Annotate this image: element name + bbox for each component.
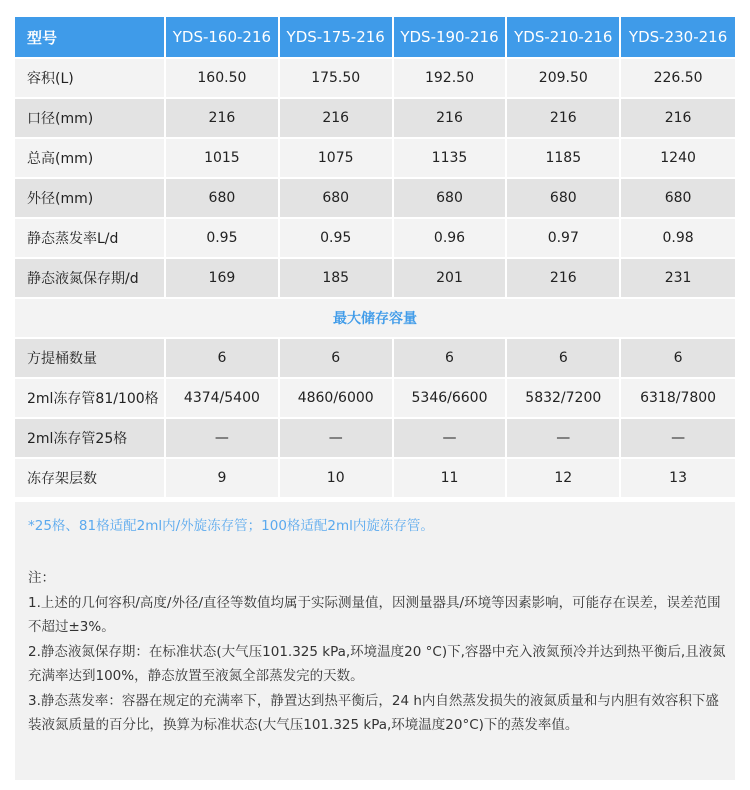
table-cell: — [394, 419, 508, 459]
table-cell: 201 [394, 259, 508, 299]
table-cell: — [507, 419, 621, 459]
table-cell: 4374/5400 [166, 379, 280, 419]
header-cell: YDS-190-216 [394, 17, 508, 59]
table-cell: 680 [280, 179, 394, 219]
table-cell: 13 [621, 459, 735, 499]
header-cell: YDS-230-216 [621, 17, 735, 59]
table-row [15, 459, 735, 499]
table-cell: 12 [507, 459, 621, 499]
table-cell: 6 [280, 339, 394, 379]
note-item: 2.静态液氮保存期：在标准状态(大气压101.325 kPa,环境温度20 °C)下,容器中充入液氮预冷并达到热平衡后,且液氮充满率达到100%，静态放置至液氮全部蒸发完的天数。 [28, 643, 726, 684]
table-cell: 226.50 [621, 59, 735, 99]
table-cell: 216 [394, 99, 508, 139]
section-title: 最大储存容量 [15, 299, 735, 339]
section-row [15, 299, 735, 339]
table-cell: 1015 [166, 139, 280, 179]
note-item: 3.静态蒸发率：容器在规定的充满率下，静置达到热平衡后，24 h内自然蒸发损失的液氮质量和与内胆有效容积下盛装液氮质量的百分比，换算为标准状态(大气压101.325 kPa,环境温度20°C)下的蒸发率值。 [28, 692, 719, 733]
table-cell: 169 [166, 259, 280, 299]
table-cell: 1135 [394, 139, 508, 179]
header-cell: YDS-210-216 [507, 17, 621, 59]
row-label: 2ml冻存管25格 [15, 419, 166, 459]
table-cell: 5832/7200 [507, 379, 621, 419]
row-label: 2ml冻存管81/100格 [15, 379, 166, 419]
table-cell: 231 [621, 259, 735, 299]
table-cell: 209.50 [507, 59, 621, 99]
table-cell: 6 [507, 339, 621, 379]
table-cell: 216 [621, 99, 735, 139]
table-cell: 680 [621, 179, 735, 219]
notes-title: 注： [28, 570, 55, 586]
table-cell: — [280, 419, 394, 459]
table-cell: 0.95 [166, 219, 280, 259]
table-cell: 680 [394, 179, 508, 219]
table-cell: 192.50 [394, 59, 508, 99]
spec-table [15, 17, 735, 499]
table-cell: 1240 [621, 139, 735, 179]
table-row [15, 219, 735, 259]
table-cell: 1075 [280, 139, 394, 179]
header-cell-model: 型号 [15, 17, 166, 59]
table-cell: 680 [166, 179, 280, 219]
header-cell: YDS-175-216 [280, 17, 394, 59]
header-cell: YDS-160-216 [166, 17, 280, 59]
row-label: 容积(L) [15, 59, 166, 99]
table-cell: 216 [507, 99, 621, 139]
table-row [15, 179, 735, 219]
table-cell: 0.96 [394, 219, 508, 259]
table-cell: 0.95 [280, 219, 394, 259]
table-cell: 6318/7800 [621, 379, 735, 419]
table-row [15, 339, 735, 379]
table-cell: 4860/6000 [280, 379, 394, 419]
row-label: 外径(mm) [15, 179, 166, 219]
table-cell: 0.98 [621, 219, 735, 259]
table-cell: 680 [507, 179, 621, 219]
table-cell: 6 [394, 339, 508, 379]
table-cell: 0.97 [507, 219, 621, 259]
table-cell: 6 [621, 339, 735, 379]
table-cell: 6 [166, 339, 280, 379]
row-label: 口径(mm) [15, 99, 166, 139]
notes-section [28, 566, 728, 738]
table-cell: 216 [507, 259, 621, 299]
table-cell: 1185 [507, 139, 621, 179]
table-cell: 5346/6600 [394, 379, 508, 419]
table-row [15, 379, 735, 419]
table-cell: 216 [166, 99, 280, 139]
table-cell: 185 [280, 259, 394, 299]
table-cell: 10 [280, 459, 394, 499]
table-row [15, 419, 735, 459]
table-row [15, 139, 735, 179]
table-row [15, 259, 735, 299]
table-cell: 216 [280, 99, 394, 139]
table-cell: — [621, 419, 735, 459]
table-row [15, 59, 735, 99]
row-label: 冻存架层数 [15, 459, 166, 499]
table-cell: 11 [394, 459, 508, 499]
notes-panel [15, 502, 735, 780]
table-header-row [15, 17, 735, 59]
row-label: 方提桶数量 [15, 339, 166, 379]
note-item: 1.上述的几何容积/高度/外径/直径等数值均属于实际测量值，因测量器具/环境等因素影响，可能存在误差，误差范围不超过±3%。 [28, 594, 721, 635]
table-cell: 9 [166, 459, 280, 499]
row-label: 静态液氮保存期/d [15, 259, 166, 299]
row-label: 总高(mm) [15, 139, 166, 179]
table-cell: 160.50 [166, 59, 280, 99]
row-label: 静态蒸发率L/d [15, 219, 166, 259]
table-cell: — [166, 419, 280, 459]
table-cell: 175.50 [280, 59, 394, 99]
table-row [15, 99, 735, 139]
footnote-text: *25格、81格适配2ml内/外旋冻存管；100格适配2ml内旋冻存管。 [28, 518, 434, 534]
